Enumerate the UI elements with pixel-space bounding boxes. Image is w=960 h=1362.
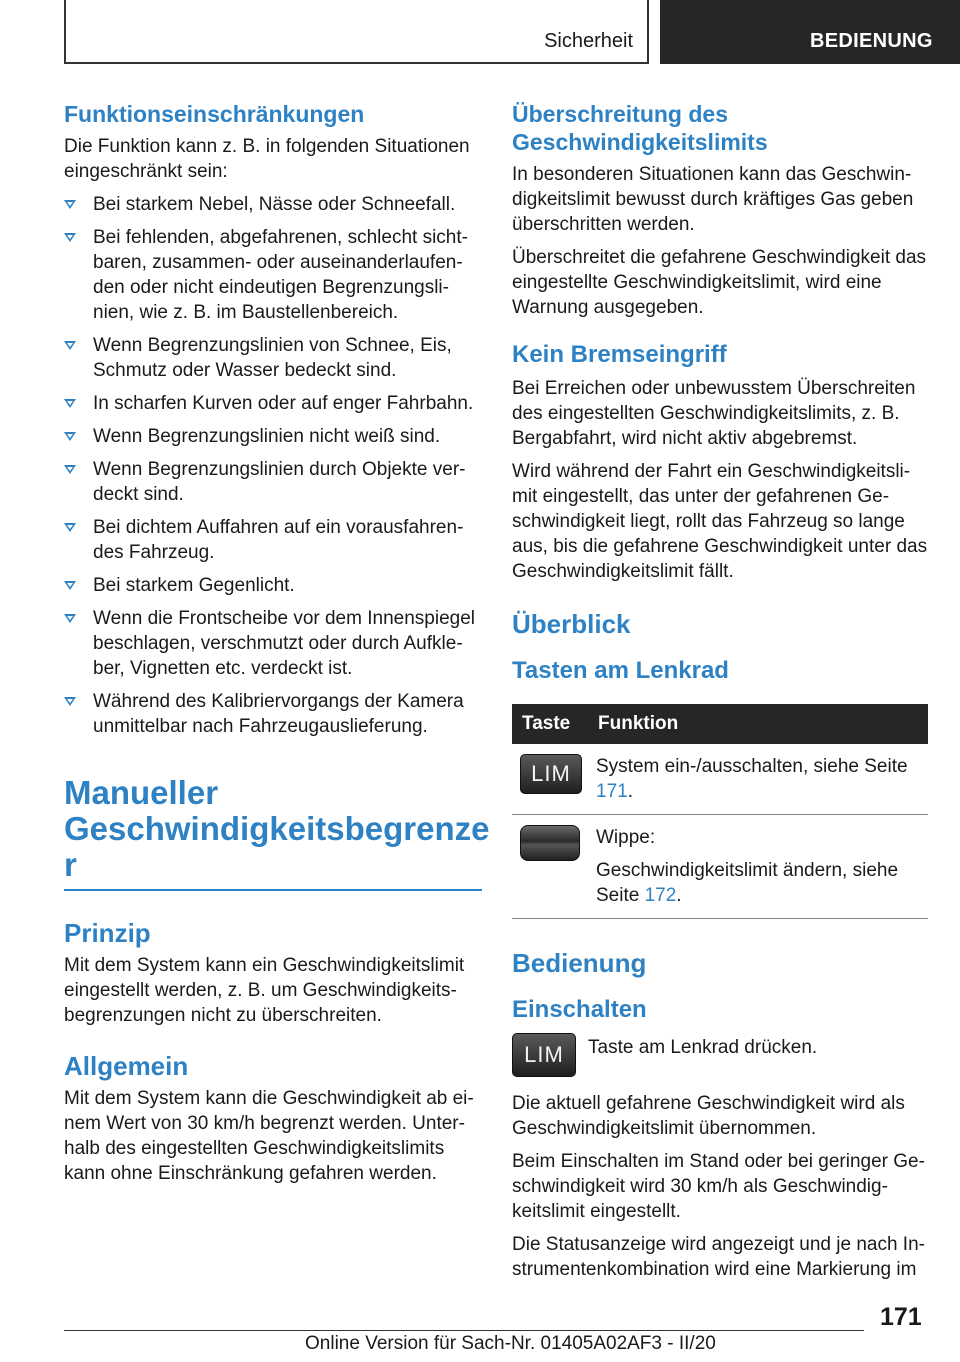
bullet-triangle-icon [64, 233, 76, 242]
status-text: Die Statusanzeige wird angezeigt und je nach Instrumentenkombination wird eine Markierung im [512, 1234, 925, 1280]
list-item: Bei starkem Nebel, Nässe oder Schneefall. [64, 192, 482, 217]
bremseingriff-text-1: Bei Erreichen oder unbewusstem Überschreiten des eingestellten Geschwindigkeitslimits, z. B. Bergabfahrt, wird nicht aktiv abgebremst. [512, 378, 916, 449]
bullet-triangle-icon [64, 200, 76, 209]
prinzip-heading: Prinzip [64, 918, 151, 948]
ueberschreitung-text-2: Überschreitet die gefahrene Geschwindigkeit das eingestellte Geschwindigkeitslimit, wird eine Warnung ausgegeben. [512, 247, 927, 318]
lim-button-icon: LIM [512, 1033, 576, 1077]
prinzip-text: Mit dem System kann ein Geschwindigkeitslimit eingestellt werden, z. B. um Geschwindigkeitsbegrenzungen nicht zu überschreiten. [64, 955, 465, 1026]
funktionseinschraenkungen-heading: Funktionseinschränkungen [64, 101, 365, 127]
bullet-triangle-icon [64, 432, 76, 441]
lim-button-icon: LIM [520, 754, 582, 794]
header-section-tab [64, 0, 649, 64]
button-function-table [512, 704, 928, 919]
table-header-funktion: Funktion [588, 704, 928, 744]
list-item: Wenn Begrenzungslinien nicht weiß sind. [64, 424, 482, 449]
list-item: Bei starkem Gegenlicht. [64, 573, 482, 598]
page-ref-link[interactable]: 171 [596, 781, 628, 802]
header-chapter-title: BEDIENUNG [810, 30, 933, 52]
bedienung-heading: Bedienung [512, 948, 647, 978]
einschalten-text: Taste am Lenkrad drücken. [588, 1037, 818, 1058]
list-item: In scharfen Kurven oder auf enger Fahrbahn. [64, 391, 482, 416]
list-item: Bei dichtem Auffahren auf ein vorausfahrendes Fahrzeug. [64, 515, 482, 565]
footer-version-text: Online Version für Sach-Nr. 01405A02AF3 - II/20 [305, 1333, 716, 1354]
left-column [64, 100, 490, 1194]
table-header-taste: Taste [512, 704, 588, 744]
tasten-heading: Tasten am Lenkrad [512, 657, 729, 684]
list-item: Wenn Begrenzungslinien von Schnee, Eis, Schmutz oder Wasser bedeckt sind. [64, 333, 482, 383]
aktuell-text: Die aktuell gefahrene Geschwindigkeit wird als Geschwindigkeitslimit übernommen. [512, 1093, 905, 1139]
bremseingriff-text-2: Wird während der Fahrt ein Geschwindigkeitslimit eingestellt, das unter der gefahrenen Geschwindigkeit liegt, rollt das Fahrzeug so lange aus, bis die gefahrene Geschwindigkeit unter das Geschwindigkeitslimit fällt. [512, 461, 928, 582]
ueberschreitung-heading: Überschreitung des Geschwindigkeitslimits [512, 101, 768, 155]
table-row: LIM System ein-/ausschalten, siehe Seite 171. [512, 744, 928, 815]
restriction-list [64, 192, 482, 739]
einschalten-heading: Einschalten [512, 996, 647, 1023]
ueberschreitung-text-1: In besonderen Situationen kann das Geschwindigkeitslimit bewusst durch kräftiges Gas geben überschritten werden. [512, 164, 914, 235]
allgemein-heading: Allgemein [64, 1051, 189, 1081]
bullet-triangle-icon [64, 697, 76, 706]
bullet-triangle-icon [64, 399, 76, 408]
list-item: Wenn die Frontscheibe vor dem Innenspiegel beschlagen, verschmutzt oder durch Aufkleber, Vignetten etc. verdeckt ist. [64, 606, 482, 681]
wippe-label: Wippe: [596, 827, 656, 848]
bullet-triangle-icon [64, 341, 76, 350]
header-section-title: Sicherheit [544, 30, 633, 52]
bullet-triangle-icon [64, 614, 76, 623]
rocker-switch-icon [520, 825, 580, 861]
page-number: 171 [880, 1303, 922, 1331]
page-ref-link[interactable]: 172 [644, 885, 677, 906]
section-main-title: Manueller Geschwindigkeitsbegrenze r [64, 775, 482, 891]
einschalten-instruction [512, 1033, 928, 1077]
allgemein-text: Mit dem System kann die Geschwindigkeit ab einem Wert von 30 km/h begrenzt werden. Unterhalb des eingestellten Geschwindigkeitslimits kann ohne Einschränkung gefahren werden. [64, 1088, 474, 1184]
list-item: Bei fehlenden, abgefahrenen, schlecht sichtbaren, zusammen- oder auseinanderlaufenden oder nicht eindeutigen Begrenzungslinien, wie z. B. im Baustellenbereich. [64, 225, 482, 325]
bremseingriff-heading: Kein Bremseingriff [512, 341, 727, 368]
list-item: Wenn Begrenzungslinien durch Objekte verdeckt sind. [64, 457, 482, 507]
table-header-row [512, 704, 928, 744]
bullet-triangle-icon [64, 523, 76, 532]
right-column [512, 100, 928, 1290]
bullet-triangle-icon [64, 465, 76, 474]
list-item: Während des Kalibriervorgangs der Kamera unmittelbar nach Fahrzeugauslieferung. [64, 689, 482, 739]
header-chapter-tab [660, 0, 960, 64]
stand-text: Beim Einschalten im Stand oder bei geringer Geschwindigkeit wird 30 km/h als Geschwindigkeitslimit eingestellt. [512, 1151, 925, 1222]
bullet-triangle-icon [64, 581, 76, 590]
funktion-intro: Die Funktion kann z. B. in folgenden Situationen eingeschränkt sein: [64, 136, 470, 182]
ueberblick-heading: Überblick [512, 609, 631, 639]
table-row: Wippe: Geschwindigkeitslimit ändern, siehe Seite 172. [512, 815, 928, 919]
footer-divider [64, 1330, 864, 1331]
